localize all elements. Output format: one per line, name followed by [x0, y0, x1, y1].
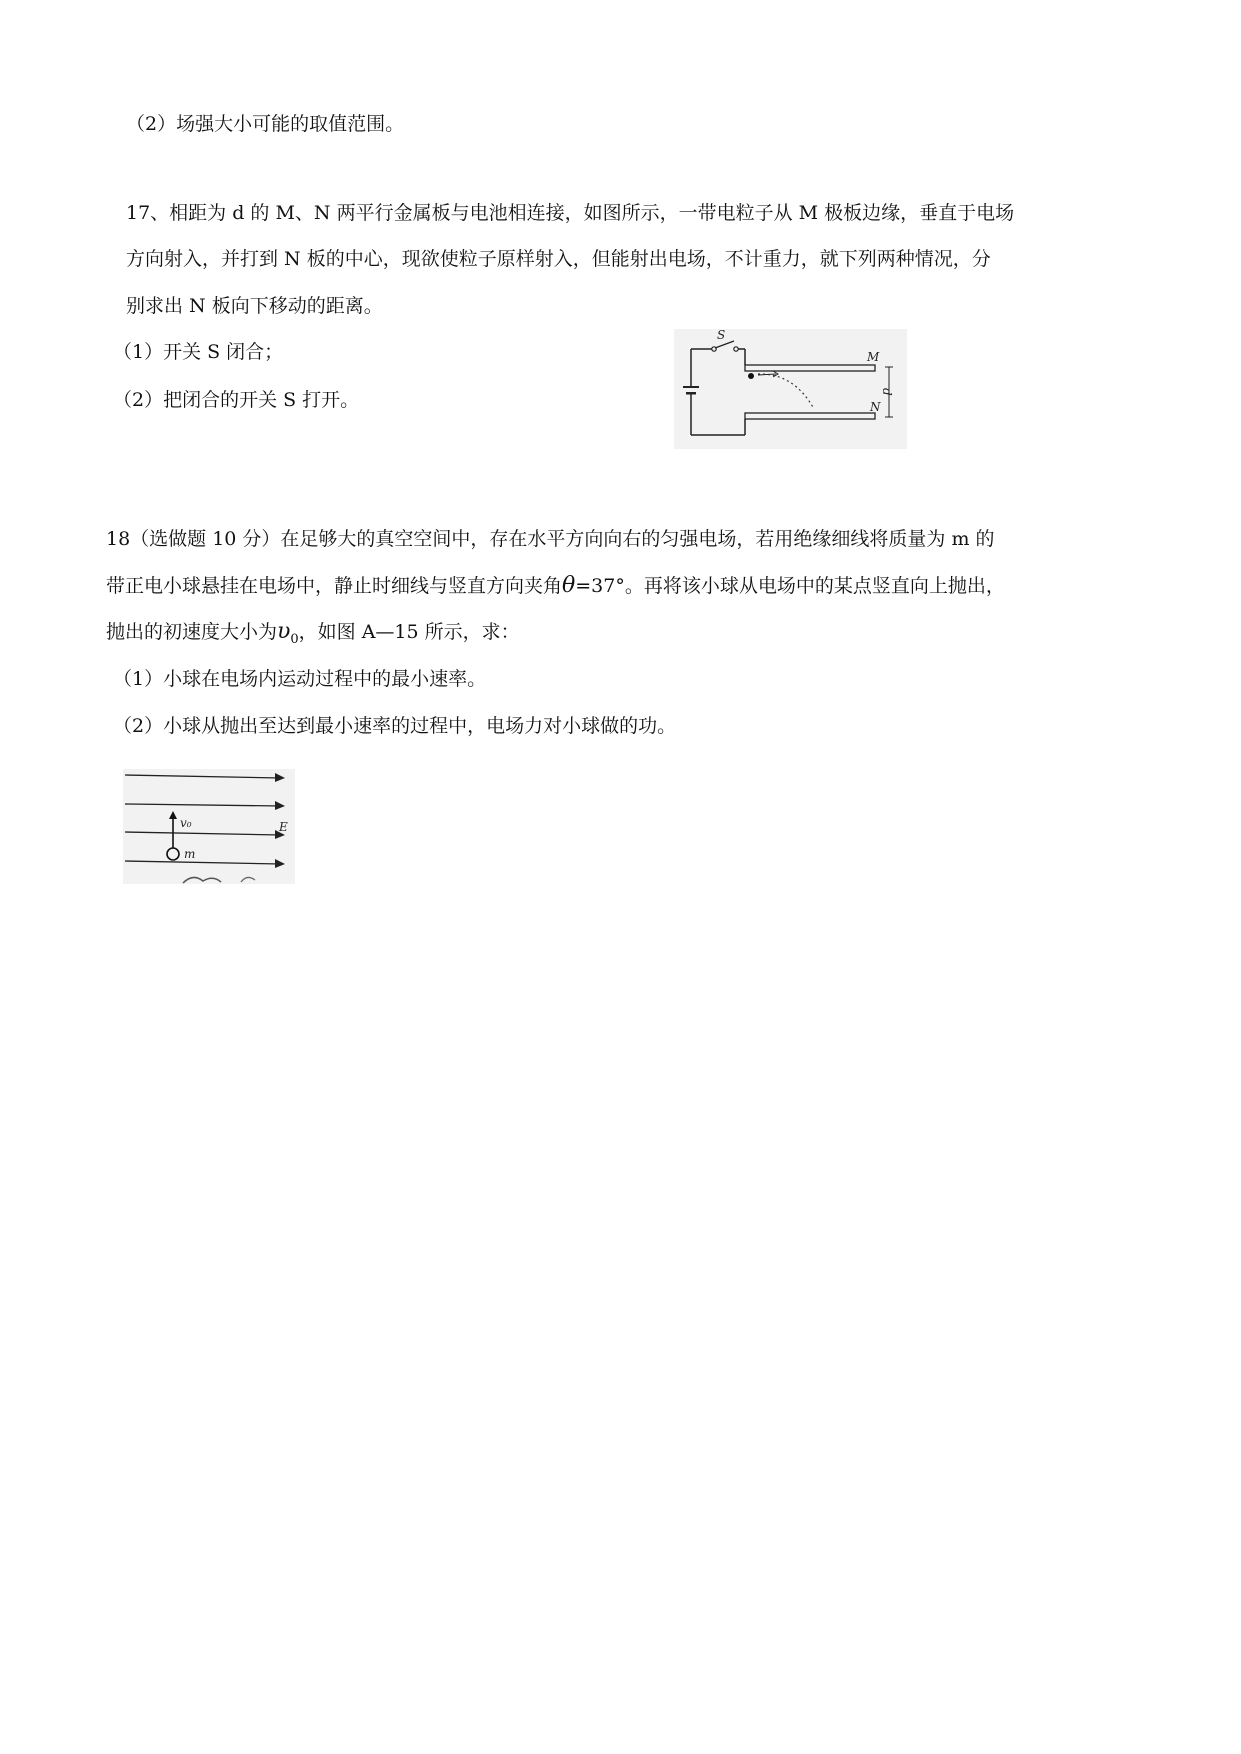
mass-m-label: m: [184, 847, 196, 861]
plate-m-label: M: [867, 350, 880, 364]
velocity-v0-label: v₀: [180, 816, 192, 830]
q17-part1: （1）开关 S 闭合；: [113, 341, 284, 363]
charged-particle: [748, 373, 754, 379]
switch-label: S: [717, 329, 726, 342]
q18-line3: [106, 619, 520, 653]
q16-part2: （2）场强大小可能的取值范围。: [126, 113, 405, 135]
q18-line1: 18（选做题 10 分）在足够大的真空空间中，存在水平方向向右的匀强电场，若用绝缘细线将质量为 m 的: [106, 528, 995, 550]
gap-d-label: d: [880, 388, 894, 396]
field-line-1: [125, 775, 281, 778]
theta-symbol: θ: [562, 573, 576, 598]
q18-field-figure: [123, 769, 295, 884]
plate-m: [745, 365, 875, 371]
q18-part1: （1）小球在电场内运动过程中的最小速率。: [113, 668, 487, 690]
q18-line2-b: =37°。再将该小球从电场中的某点竖直向上抛出，: [575, 575, 1005, 597]
q18-part2: （2）小球从抛出至达到最小速率的过程中，电场力对小球做的功。: [113, 715, 677, 737]
field-line-3: [125, 832, 281, 835]
switch-arm: [715, 341, 734, 348]
trajectory: [758, 374, 814, 409]
v0-subscript: 0: [290, 632, 299, 647]
field-line-4: [125, 861, 281, 864]
ball: [167, 848, 179, 860]
scan-smudge: [183, 877, 221, 883]
q17-line1: 17、相距为 d 的 M、N 两平行金属板与电池相连接，如图所示，一带电粒子从 M 极板边缘，垂直于电场: [126, 202, 1015, 224]
v0-symbol: υ: [277, 619, 291, 644]
plate-n: [745, 413, 875, 419]
field-e-label: E: [279, 820, 288, 834]
q17-circuit-figure: [674, 329, 907, 449]
q17-line3: 别求出 N 板向下移动的距离。: [126, 295, 383, 317]
q17-part2: （2）把闭合的开关 S 打开。: [113, 389, 360, 411]
plate-n-label: N: [870, 400, 881, 414]
q18-line3-a: 抛出的初速度大小为: [106, 621, 278, 643]
q18-line2: [106, 573, 1005, 599]
q18-line3-b: ，如图 A—15 所示，求：: [298, 621, 520, 643]
q18-line2-a: 带正电小球悬挂在电场中，静止时细线与竖直方向夹角: [106, 575, 563, 597]
q17-line2: 方向射入，并打到 N 板的中心，现欲使粒子原样射入，但能射出电场，不计重力，就下列两种情况，分: [126, 248, 991, 270]
field-line-2: [125, 804, 281, 806]
